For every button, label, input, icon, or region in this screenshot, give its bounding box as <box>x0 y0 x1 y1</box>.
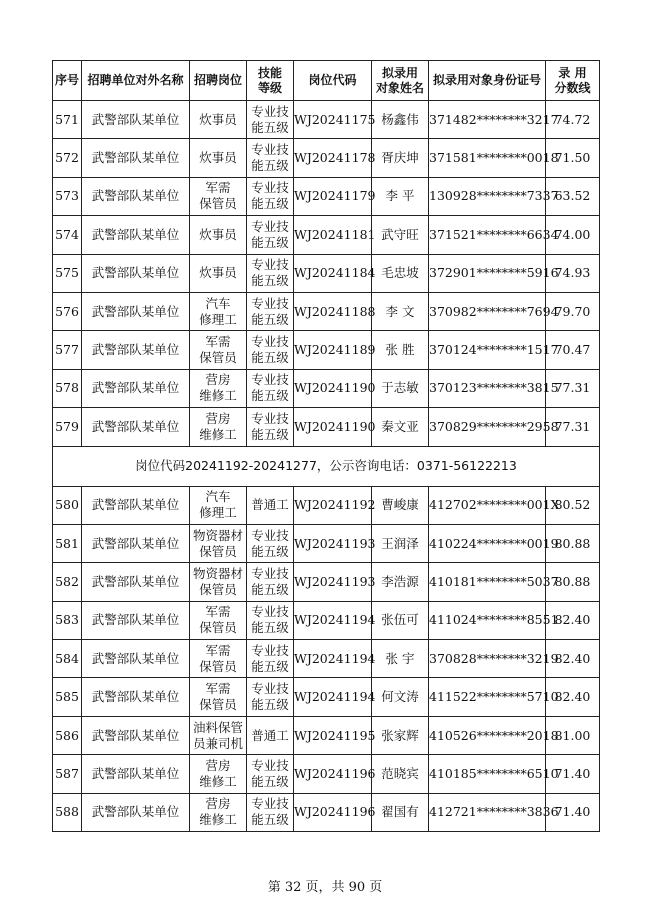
cell-score: 81.00 <box>546 716 600 754</box>
table-row <box>53 755 600 793</box>
cell-position-code: WJ20241193 <box>294 524 372 562</box>
cell-score: 82.40 <box>546 601 600 639</box>
table-row <box>53 216 600 254</box>
cell-unit: 武警部队某单位 <box>82 369 190 407</box>
cell-index: 576 <box>53 292 82 330</box>
cell-unit: 武警部队某单位 <box>82 139 190 177</box>
cell-skill-level: 专业技 能五级 <box>247 177 294 215</box>
cell-position: 油料保管 员兼司机 <box>190 716 247 754</box>
table-row <box>53 369 600 407</box>
header-col-id-number: 拟录用对象身份证号 <box>429 61 546 101</box>
cell-id-number: 130928********7337 <box>429 177 546 215</box>
notice-text: 岗位代码20241192-20241277，公示咨询电话：0371-56122213 <box>53 446 600 486</box>
cell-unit: 武警部队某单位 <box>82 755 190 793</box>
cell-name: 李 文 <box>372 292 429 330</box>
page-footer: 第 32 页，共 90 页 <box>267 880 383 895</box>
cell-index: 580 <box>53 486 82 524</box>
cell-skill-level: 专业技 能五级 <box>247 793 294 831</box>
cell-index: 575 <box>53 254 82 292</box>
cell-position-code: WJ20241175 <box>294 101 372 139</box>
cell-position-code: WJ20241193 <box>294 563 372 601</box>
cell-index: 587 <box>53 755 82 793</box>
results-table <box>52 60 600 832</box>
header-col-position-code: 岗位代码 <box>294 61 372 101</box>
cell-position: 营房 维修工 <box>190 755 247 793</box>
cell-unit: 武警部队某单位 <box>82 601 190 639</box>
cell-score: 71.40 <box>546 755 600 793</box>
cell-position: 汽车 修理工 <box>190 486 247 524</box>
cell-position: 营房 维修工 <box>190 369 247 407</box>
cell-index: 573 <box>53 177 82 215</box>
cell-skill-level: 专业技 能五级 <box>247 216 294 254</box>
cell-index: 578 <box>53 369 82 407</box>
cell-score: 82.40 <box>546 678 600 716</box>
cell-score: 70.47 <box>546 331 600 369</box>
table-row <box>53 177 600 215</box>
cell-skill-level: 普通工 <box>247 486 294 524</box>
cell-skill-level: 专业技 能五级 <box>247 369 294 407</box>
table-row <box>53 408 600 446</box>
table-row <box>53 793 600 831</box>
table-row <box>53 563 600 601</box>
cell-skill-level: 专业技 能五级 <box>247 755 294 793</box>
cell-name: 胥庆坤 <box>372 139 429 177</box>
cell-id-number: 412702********001X <box>429 486 546 524</box>
cell-index: 579 <box>53 408 82 446</box>
cell-id-number: 410181********5037 <box>429 563 546 601</box>
cell-position-code: WJ20241188 <box>294 292 372 330</box>
cell-score: 71.40 <box>546 793 600 831</box>
cell-name: 张 宇 <box>372 640 429 678</box>
table-row <box>53 331 600 369</box>
cell-position: 物资器材 保管员 <box>190 563 247 601</box>
cell-unit: 武警部队某单位 <box>82 678 190 716</box>
cell-score: 63.52 <box>546 177 600 215</box>
cell-unit: 武警部队某单位 <box>82 101 190 139</box>
cell-position-code: WJ20241179 <box>294 177 372 215</box>
cell-id-number: 370829********2958 <box>429 408 546 446</box>
cell-name: 曹峻康 <box>372 486 429 524</box>
cell-position: 军需 保管员 <box>190 640 247 678</box>
cell-unit: 武警部队某单位 <box>82 254 190 292</box>
cell-position-code: WJ20241196 <box>294 793 372 831</box>
cell-position: 炊事员 <box>190 101 247 139</box>
cell-name: 张 胜 <box>372 331 429 369</box>
cell-skill-level: 专业技 能五级 <box>247 678 294 716</box>
cell-index: 586 <box>53 716 82 754</box>
cell-position: 汽车 修理工 <box>190 292 247 330</box>
cell-position: 军需 保管员 <box>190 177 247 215</box>
cell-score: 80.88 <box>546 563 600 601</box>
cell-id-number: 410224********0019 <box>429 524 546 562</box>
cell-id-number: 370123********3815 <box>429 369 546 407</box>
cell-index: 584 <box>53 640 82 678</box>
cell-unit: 武警部队某单位 <box>82 486 190 524</box>
cell-position-code: WJ20241192 <box>294 486 372 524</box>
table-row <box>53 292 600 330</box>
cell-position: 炊事员 <box>190 216 247 254</box>
cell-position: 军需 保管员 <box>190 331 247 369</box>
cell-position-code: WJ20241194 <box>294 678 372 716</box>
cell-score: 74.00 <box>546 216 600 254</box>
cell-skill-level: 专业技 能五级 <box>247 331 294 369</box>
cell-skill-level: 专业技 能五级 <box>247 563 294 601</box>
cell-index: 571 <box>53 101 82 139</box>
cell-position-code: WJ20241194 <box>294 640 372 678</box>
cell-position: 营房 维修工 <box>190 408 247 446</box>
cell-id-number: 372901********5916 <box>429 254 546 292</box>
cell-name: 杨鑫伟 <box>372 101 429 139</box>
cell-score: 77.31 <box>546 408 600 446</box>
cell-id-number: 410526********2018 <box>429 716 546 754</box>
table-header <box>53 61 600 101</box>
header-col-position: 招聘岗位 <box>190 61 247 101</box>
cell-unit: 武警部队某单位 <box>82 177 190 215</box>
cell-position-code: WJ20241190 <box>294 369 372 407</box>
cell-position-code: WJ20241190 <box>294 408 372 446</box>
table-row <box>53 640 600 678</box>
cell-score: 80.88 <box>546 524 600 562</box>
cell-name: 范晓宾 <box>372 755 429 793</box>
cell-score: 82.40 <box>546 640 600 678</box>
cell-id-number: 370828********3219 <box>429 640 546 678</box>
cell-id-number: 410185********6510 <box>429 755 546 793</box>
cell-unit: 武警部队某单位 <box>82 793 190 831</box>
cell-name: 李浩源 <box>372 563 429 601</box>
cell-id-number: 371581********0018 <box>429 139 546 177</box>
cell-position: 炊事员 <box>190 139 247 177</box>
cell-index: 581 <box>53 524 82 562</box>
cell-name: 李 平 <box>372 177 429 215</box>
cell-score: 74.93 <box>546 254 600 292</box>
header-col-name: 拟录用 对象姓名 <box>372 61 429 101</box>
cell-id-number: 370982********7694 <box>429 292 546 330</box>
cell-name: 张家辉 <box>372 716 429 754</box>
cell-skill-level: 专业技 能五级 <box>247 254 294 292</box>
cell-position-code: WJ20241184 <box>294 254 372 292</box>
cell-position: 营房 维修工 <box>190 793 247 831</box>
cell-position-code: WJ20241189 <box>294 331 372 369</box>
cell-skill-level: 专业技 能五级 <box>247 139 294 177</box>
cell-index: 588 <box>53 793 82 831</box>
cell-id-number: 412721********3836 <box>429 793 546 831</box>
header-col-index: 序号 <box>53 61 82 101</box>
cell-position-code: WJ20241195 <box>294 716 372 754</box>
cell-skill-level: 专业技 能五级 <box>247 101 294 139</box>
cell-id-number: 371521********6634 <box>429 216 546 254</box>
cell-skill-level: 专业技 能五级 <box>247 601 294 639</box>
table-row <box>53 139 600 177</box>
cell-index: 574 <box>53 216 82 254</box>
cell-name: 翟国有 <box>372 793 429 831</box>
cell-unit: 武警部队某单位 <box>82 716 190 754</box>
cell-position-code: WJ20241196 <box>294 755 372 793</box>
header-col-skill-level: 技能 等级 <box>247 61 294 101</box>
cell-name: 张伍可 <box>372 601 429 639</box>
cell-position: 军需 保管员 <box>190 678 247 716</box>
cell-name: 王润泽 <box>372 524 429 562</box>
table-row <box>53 716 600 754</box>
header-col-unit: 招聘单位对外名称 <box>82 61 190 101</box>
cell-index: 583 <box>53 601 82 639</box>
table-row <box>53 678 600 716</box>
cell-name: 何文涛 <box>372 678 429 716</box>
cell-unit: 武警部队某单位 <box>82 331 190 369</box>
table-body <box>53 101 600 832</box>
cell-id-number: 411024********8551 <box>429 601 546 639</box>
cell-unit: 武警部队某单位 <box>82 408 190 446</box>
cell-position-code: WJ20241178 <box>294 139 372 177</box>
cell-id-number: 411522********5710 <box>429 678 546 716</box>
cell-skill-level: 专业技 能五级 <box>247 292 294 330</box>
cell-unit: 武警部队某单位 <box>82 292 190 330</box>
cell-position: 炊事员 <box>190 254 247 292</box>
cell-position-code: WJ20241181 <box>294 216 372 254</box>
table-row <box>53 524 600 562</box>
cell-skill-level: 专业技 能五级 <box>247 524 294 562</box>
cell-unit: 武警部队某单位 <box>82 640 190 678</box>
cell-skill-level: 专业技 能五级 <box>247 640 294 678</box>
cell-index: 577 <box>53 331 82 369</box>
cell-name: 秦文亚 <box>372 408 429 446</box>
cell-skill-level: 专业技 能五级 <box>247 408 294 446</box>
cell-score: 77.31 <box>546 369 600 407</box>
cell-score: 71.50 <box>546 139 600 177</box>
cell-skill-level: 普通工 <box>247 716 294 754</box>
cell-id-number: 370124********1517 <box>429 331 546 369</box>
table-row <box>53 486 600 524</box>
table-row <box>53 254 600 292</box>
cell-name: 武守旺 <box>372 216 429 254</box>
table-row <box>53 101 600 139</box>
cell-unit: 武警部队某单位 <box>82 524 190 562</box>
cell-unit: 武警部队某单位 <box>82 563 190 601</box>
cell-unit: 武警部队某单位 <box>82 216 190 254</box>
table-row <box>53 601 600 639</box>
cell-index: 572 <box>53 139 82 177</box>
cell-score: 79.70 <box>546 292 600 330</box>
cell-score: 74.72 <box>546 101 600 139</box>
cell-index: 582 <box>53 563 82 601</box>
cell-score: 80.52 <box>546 486 600 524</box>
header-col-score: 录 用 分数线 <box>546 61 600 101</box>
cell-name: 于志敏 <box>372 369 429 407</box>
cell-position-code: WJ20241194 <box>294 601 372 639</box>
cell-position: 军需 保管员 <box>190 601 247 639</box>
cell-id-number: 371482********3217 <box>429 101 546 139</box>
cell-position: 物资器材 保管员 <box>190 524 247 562</box>
cell-name: 毛忠坡 <box>372 254 429 292</box>
notice-row <box>53 446 600 486</box>
cell-index: 585 <box>53 678 82 716</box>
